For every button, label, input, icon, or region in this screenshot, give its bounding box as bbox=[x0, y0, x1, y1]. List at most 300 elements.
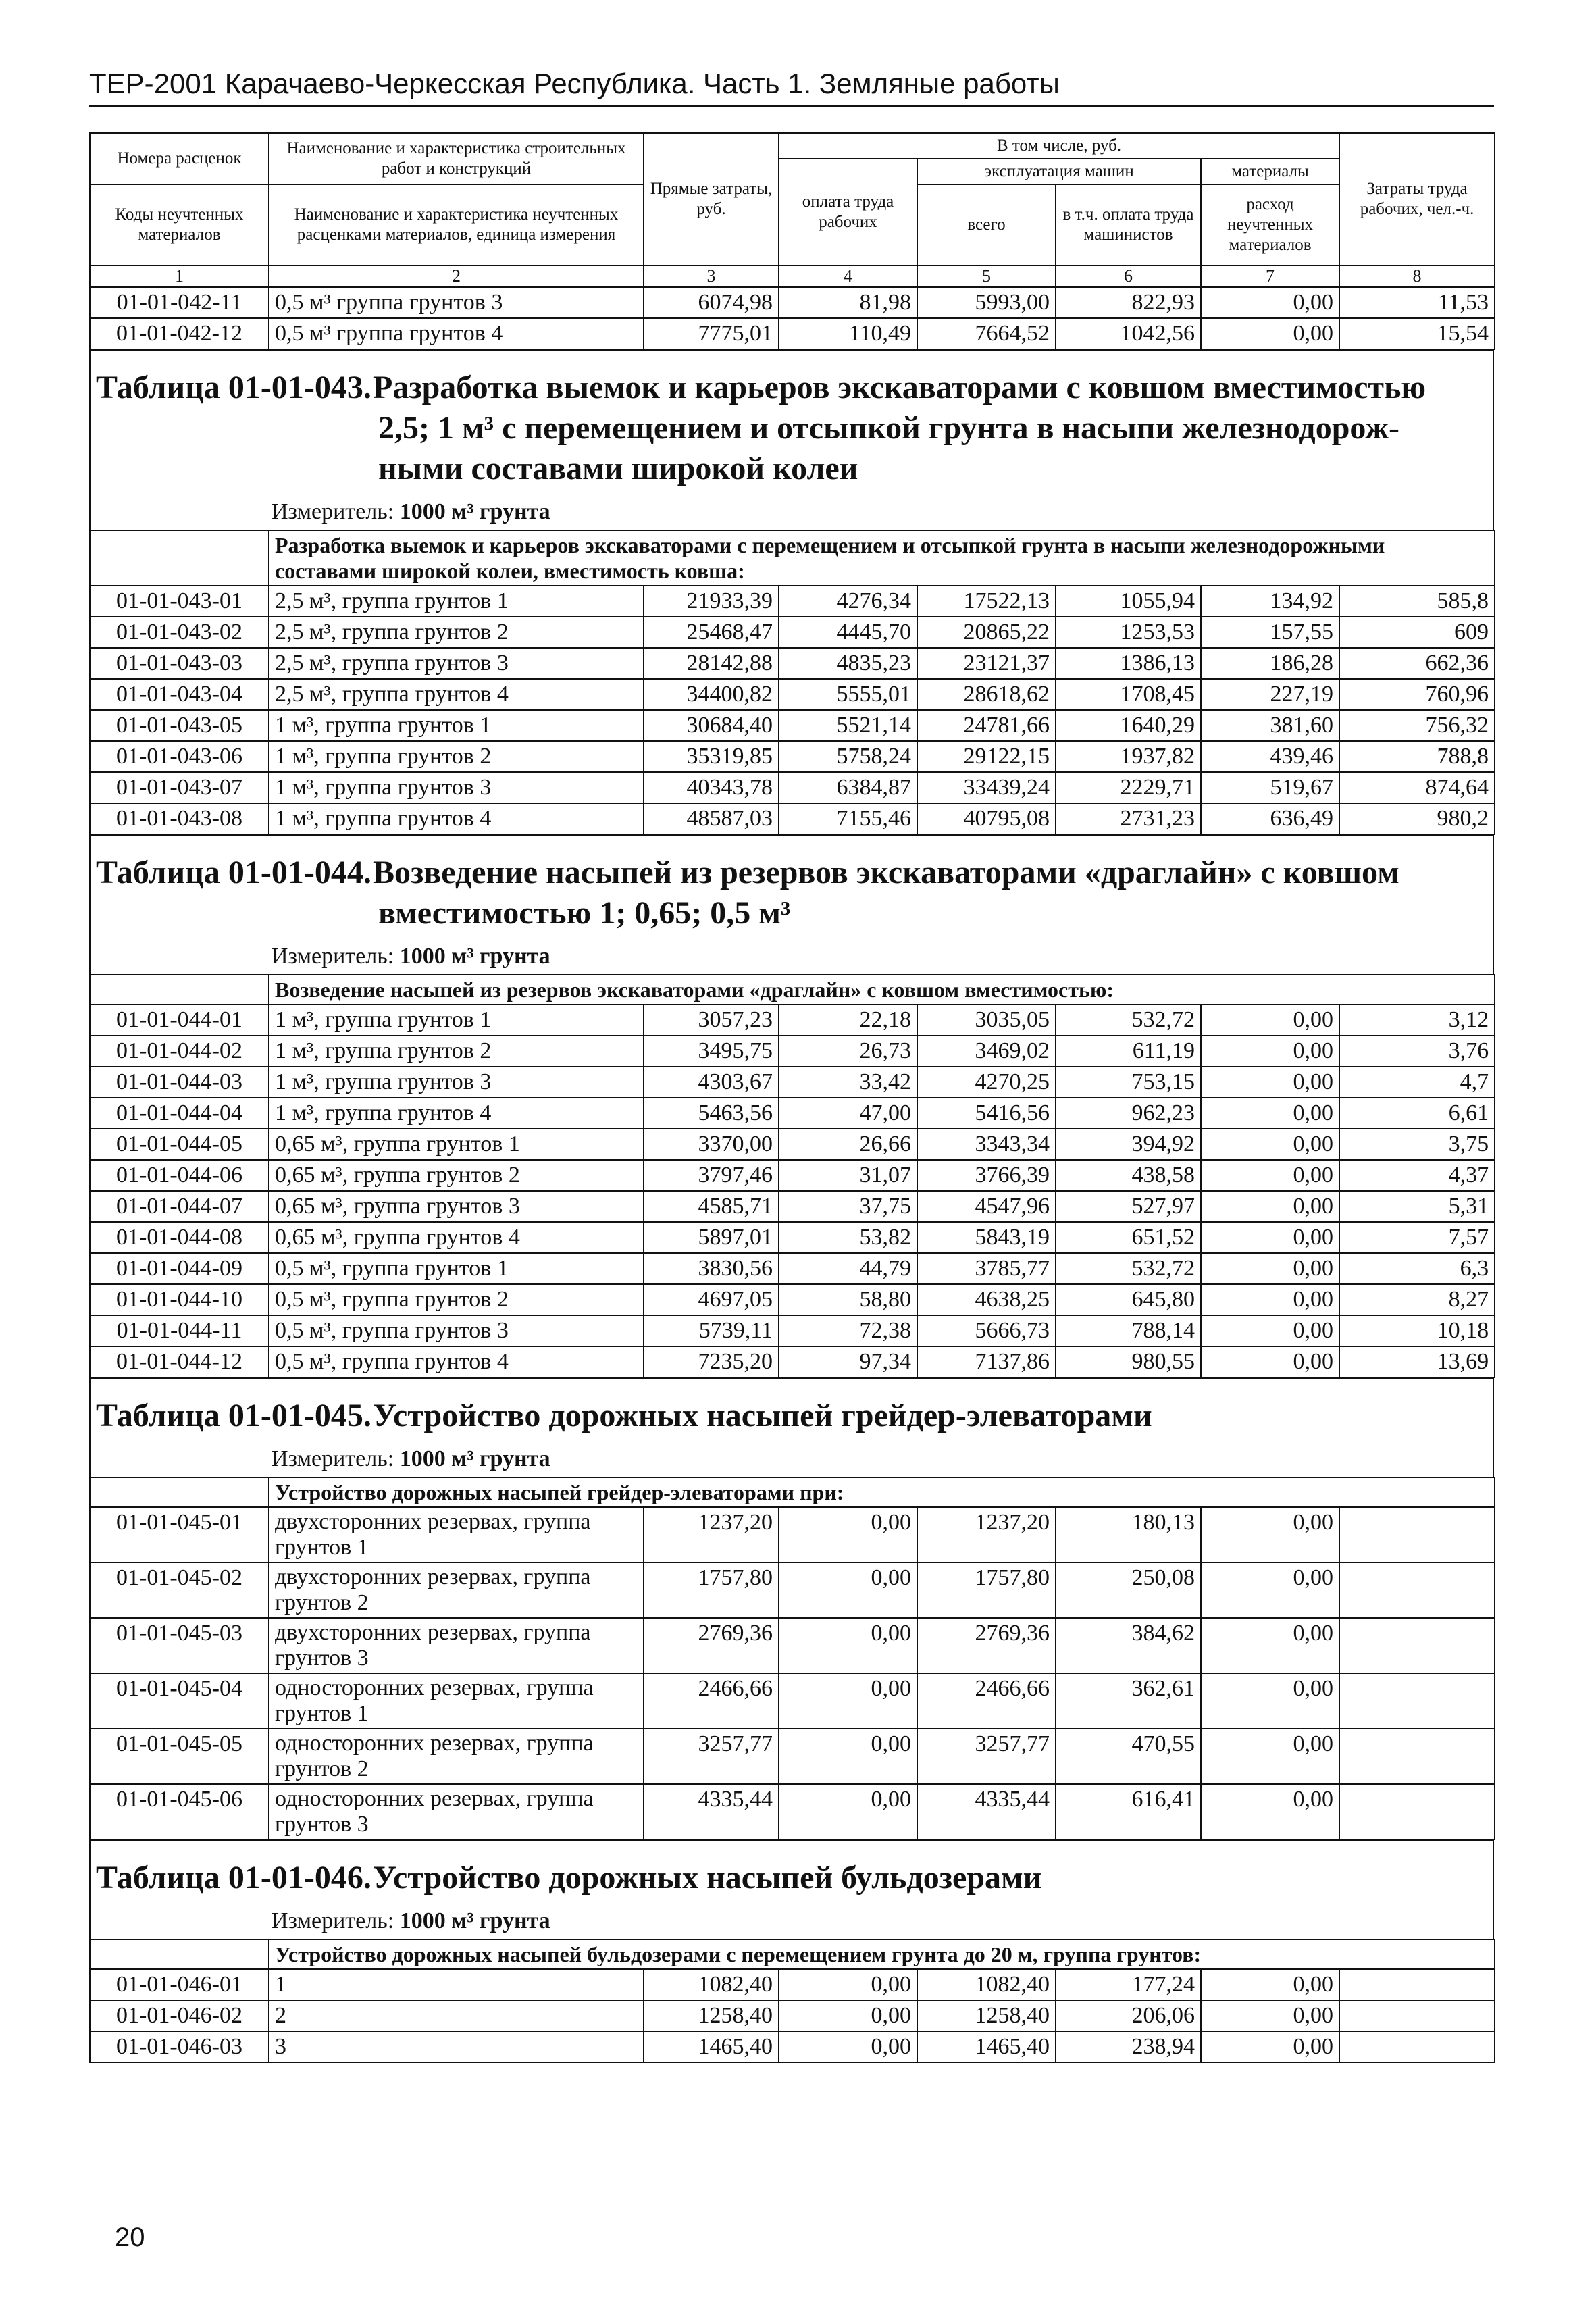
section-blank-cell bbox=[90, 530, 269, 586]
table-row bbox=[90, 772, 1495, 803]
work-name-cell: двухсторонних резервах, группа грунтов 3 bbox=[269, 1618, 644, 1673]
labor-hours-cell bbox=[1339, 2000, 1495, 2031]
operator-pay-cell: 394,92 bbox=[1056, 1129, 1201, 1160]
column-number: 1 bbox=[90, 265, 269, 287]
machines-total-cell: 2769,36 bbox=[917, 1618, 1056, 1673]
machines-total-cell: 3343,34 bbox=[917, 1129, 1056, 1160]
direct-costs-cell: 4697,05 bbox=[644, 1284, 779, 1315]
header-codes: Номера расценок bbox=[90, 133, 269, 184]
work-name-cell: 3 bbox=[269, 2031, 644, 2062]
materials-cell: 0,00 bbox=[1201, 1129, 1339, 1160]
worker-pay-cell: 22,18 bbox=[779, 1005, 917, 1036]
operator-pay-cell: 1386,13 bbox=[1056, 648, 1201, 679]
materials-cell: 0,00 bbox=[1201, 1562, 1339, 1618]
materials-cell: 0,00 bbox=[1201, 318, 1339, 349]
direct-costs-cell: 6074,98 bbox=[644, 287, 779, 318]
rate-code-cell: 01-01-042-11 bbox=[90, 287, 269, 318]
operator-pay-cell: 645,80 bbox=[1056, 1284, 1201, 1315]
header-operator-pay: в т.ч. оплата труда машинистов bbox=[1056, 184, 1201, 265]
materials-cell: 0,00 bbox=[1201, 1673, 1339, 1729]
machines-total-cell: 1465,40 bbox=[917, 2031, 1056, 2062]
direct-costs-cell: 5897,01 bbox=[644, 1222, 779, 1253]
table-row bbox=[90, 1618, 1495, 1673]
rate-code-cell: 01-01-045-03 bbox=[90, 1618, 269, 1673]
machines-total-cell: 33439,24 bbox=[917, 772, 1056, 803]
worker-pay-cell: 0,00 bbox=[779, 1969, 917, 2000]
direct-costs-cell: 4585,71 bbox=[644, 1191, 779, 1222]
rate-table-block bbox=[89, 350, 1494, 835]
page-number: 20 bbox=[115, 2222, 145, 2252]
work-name-cell: 0,5 м³, группа грунтов 3 bbox=[269, 1315, 644, 1346]
header-machines-total: всего bbox=[917, 184, 1056, 265]
rate-code-cell: 01-01-044-02 bbox=[90, 1036, 269, 1067]
worker-pay-cell: 4835,23 bbox=[779, 648, 917, 679]
section-heading: Возведение насыпей из резервов экскаваторами «драглайн» с ковшом вместимостью: bbox=[269, 975, 1495, 1005]
rate-code-cell: 01-01-043-07 bbox=[90, 772, 269, 803]
materials-cell: 0,00 bbox=[1201, 1253, 1339, 1284]
labor-hours-cell: 10,18 bbox=[1339, 1315, 1495, 1346]
meter-label: Измеритель: bbox=[272, 499, 400, 524]
work-name-cell: односторонних резервах, группа грунтов 3 bbox=[269, 1784, 644, 1839]
worker-pay-cell: 81,98 bbox=[779, 287, 917, 318]
header-names: Наименование и характеристика строительных работ и конструкций bbox=[269, 133, 644, 184]
column-number: 5 bbox=[917, 265, 1056, 287]
materials-cell: 0,00 bbox=[1201, 2000, 1339, 2031]
table-row bbox=[90, 2000, 1495, 2031]
worker-pay-cell: 0,00 bbox=[779, 2000, 917, 2031]
table-row bbox=[90, 1067, 1495, 1098]
work-name-cell: 1 м³, группа грунтов 1 bbox=[269, 1005, 644, 1036]
table-row bbox=[90, 1253, 1495, 1284]
worker-pay-cell: 37,75 bbox=[779, 1191, 917, 1222]
rate-code-cell: 01-01-044-06 bbox=[90, 1160, 269, 1191]
section-row bbox=[90, 530, 1495, 586]
direct-costs-cell: 28142,88 bbox=[644, 648, 779, 679]
rate-table-block bbox=[89, 1378, 1494, 1840]
materials-cell: 0,00 bbox=[1201, 1222, 1339, 1253]
table-title bbox=[89, 835, 1494, 939]
labor-hours-cell bbox=[1339, 1729, 1495, 1784]
machines-total-cell: 5666,73 bbox=[917, 1315, 1056, 1346]
table-row bbox=[90, 679, 1495, 710]
table-row bbox=[90, 1036, 1495, 1067]
machines-total-cell: 7137,86 bbox=[917, 1346, 1056, 1377]
rate-table-block bbox=[89, 835, 1494, 1378]
section-heading: Устройство дорожных насыпей грейдер-элеваторами при: bbox=[269, 1477, 1495, 1507]
worker-pay-cell: 5521,14 bbox=[779, 710, 917, 741]
operator-pay-cell: 611,19 bbox=[1056, 1036, 1201, 1067]
worker-pay-cell: 0,00 bbox=[779, 1729, 917, 1784]
column-number: 8 bbox=[1339, 265, 1495, 287]
operator-pay-cell: 177,24 bbox=[1056, 1969, 1201, 2000]
table-row bbox=[90, 1129, 1495, 1160]
table-title bbox=[89, 1840, 1494, 1904]
direct-costs-cell: 1237,20 bbox=[644, 1507, 779, 1562]
materials-cell: 0,00 bbox=[1201, 2031, 1339, 2062]
labor-hours-cell: 874,64 bbox=[1339, 772, 1495, 803]
table-title-continuation: 2,5; 1 м³ с перемещением и отсыпкой грунта в насыпи железнодорож- bbox=[378, 410, 1399, 446]
operator-pay-cell: 2229,71 bbox=[1056, 772, 1201, 803]
rate-code-cell: 01-01-043-08 bbox=[90, 803, 269, 834]
machines-total-cell: 17522,13 bbox=[917, 586, 1056, 617]
labor-hours-cell: 3,75 bbox=[1339, 1129, 1495, 1160]
labor-hours-cell: 3,12 bbox=[1339, 1005, 1495, 1036]
work-name-cell: 2,5 м³, группа грунтов 4 bbox=[269, 679, 644, 710]
rate-code-cell: 01-01-044-01 bbox=[90, 1005, 269, 1036]
labor-hours-cell: 760,96 bbox=[1339, 679, 1495, 710]
table-row bbox=[90, 1098, 1495, 1129]
worker-pay-cell: 97,34 bbox=[779, 1346, 917, 1377]
worker-pay-cell: 0,00 bbox=[779, 1673, 917, 1729]
machines-total-cell: 3766,39 bbox=[917, 1160, 1056, 1191]
materials-cell: 157,55 bbox=[1201, 617, 1339, 648]
worker-pay-cell: 53,82 bbox=[779, 1222, 917, 1253]
materials-cell: 0,00 bbox=[1201, 1784, 1339, 1839]
meter-value: 1000 м³ грунта bbox=[399, 1446, 550, 1471]
work-name-cell: 2,5 м³, группа грунтов 2 bbox=[269, 617, 644, 648]
operator-pay-cell: 616,41 bbox=[1056, 1784, 1201, 1839]
work-name-cell: 1 м³, группа грунтов 3 bbox=[269, 772, 644, 803]
work-name-cell: двухсторонних резервах, группа грунтов 1 bbox=[269, 1507, 644, 1562]
operator-pay-cell: 438,58 bbox=[1056, 1160, 1201, 1191]
worker-pay-cell: 47,00 bbox=[779, 1098, 917, 1129]
rate-code-cell: 01-01-046-02 bbox=[90, 2000, 269, 2031]
meter-label: Измеритель: bbox=[272, 944, 400, 969]
work-name-cell: 0,5 м³ группа грунтов 4 bbox=[269, 318, 644, 349]
table-row bbox=[90, 1562, 1495, 1618]
section-heading: Устройство дорожных насыпей бульдозерами с перемещением грунта до 20 м, группа грунтов: bbox=[269, 1939, 1495, 1969]
machines-total-cell: 28618,62 bbox=[917, 679, 1056, 710]
materials-cell: 186,28 bbox=[1201, 648, 1339, 679]
rate-table-block bbox=[89, 1840, 1494, 2063]
materials-cell: 0,00 bbox=[1201, 1284, 1339, 1315]
direct-costs-cell: 3057,23 bbox=[644, 1005, 779, 1036]
work-name-cell: односторонних резервах, группа грунтов 2 bbox=[269, 1729, 644, 1784]
operator-pay-cell: 1055,94 bbox=[1056, 586, 1201, 617]
table-row bbox=[90, 741, 1495, 772]
rate-code-cell: 01-01-044-12 bbox=[90, 1346, 269, 1377]
work-name-cell: 1 bbox=[269, 1969, 644, 2000]
labor-hours-cell: 6,3 bbox=[1339, 1253, 1495, 1284]
rate-code-cell: 01-01-044-11 bbox=[90, 1315, 269, 1346]
table-title-text: Устройство дорожных насыпей грейдер-элеваторами bbox=[373, 1398, 1152, 1433]
machines-total-cell: 5993,00 bbox=[917, 287, 1056, 318]
work-name-cell: двухсторонних резервах, группа грунтов 2 bbox=[269, 1562, 644, 1618]
rate-code-cell: 01-01-045-06 bbox=[90, 1784, 269, 1839]
table-row bbox=[90, 1507, 1495, 1562]
direct-costs-cell: 40343,78 bbox=[644, 772, 779, 803]
machines-total-cell: 5843,19 bbox=[917, 1222, 1056, 1253]
work-name-cell: 0,65 м³, группа грунтов 4 bbox=[269, 1222, 644, 1253]
work-name-cell: 1 м³, группа грунтов 2 bbox=[269, 1036, 644, 1067]
labor-hours-cell bbox=[1339, 1969, 1495, 2000]
table-row bbox=[90, 803, 1495, 834]
rate-code-cell: 01-01-043-03 bbox=[90, 648, 269, 679]
rate-table bbox=[89, 974, 1495, 1378]
labor-hours-cell: 4,7 bbox=[1339, 1067, 1495, 1098]
table-row bbox=[90, 1284, 1495, 1315]
operator-pay-cell: 980,55 bbox=[1056, 1346, 1201, 1377]
operator-pay-cell: 384,62 bbox=[1056, 1618, 1201, 1673]
worker-pay-cell: 33,42 bbox=[779, 1067, 917, 1098]
machines-total-cell: 4547,96 bbox=[917, 1191, 1056, 1222]
direct-costs-cell: 2466,66 bbox=[644, 1673, 779, 1729]
table-row bbox=[90, 1729, 1495, 1784]
materials-cell: 0,00 bbox=[1201, 1969, 1339, 2000]
direct-costs-cell: 3257,77 bbox=[644, 1729, 779, 1784]
direct-costs-cell: 3370,00 bbox=[644, 1129, 779, 1160]
table-row bbox=[90, 2031, 1495, 2062]
table-row bbox=[90, 318, 1495, 349]
work-name-cell: 0,5 м³ группа грунтов 3 bbox=[269, 287, 644, 318]
direct-costs-cell: 25468,47 bbox=[644, 617, 779, 648]
table-code: Таблица 01-01-044. bbox=[96, 855, 371, 890]
meter-value: 1000 м³ грунта bbox=[399, 944, 550, 969]
materials-cell: 0,00 bbox=[1201, 1005, 1339, 1036]
table-row bbox=[90, 1222, 1495, 1253]
table-row bbox=[90, 1346, 1495, 1377]
direct-costs-cell: 4303,67 bbox=[644, 1067, 779, 1098]
work-name-cell: 0,5 м³, группа грунтов 2 bbox=[269, 1284, 644, 1315]
section-heading: Разработка выемок и карьеров экскаваторами с перемещением и отсыпкой грунта в насыпи железнодорожными составами широкой колеи, вместимость ковша: bbox=[269, 530, 1495, 586]
worker-pay-cell: 4276,34 bbox=[779, 586, 917, 617]
direct-costs-cell: 1258,40 bbox=[644, 2000, 779, 2031]
operator-pay-cell: 2731,23 bbox=[1056, 803, 1201, 834]
materials-cell: 636,49 bbox=[1201, 803, 1339, 834]
direct-costs-cell: 3495,75 bbox=[644, 1036, 779, 1067]
machines-total-cell: 4638,25 bbox=[917, 1284, 1056, 1315]
work-name-cell: 2 bbox=[269, 2000, 644, 2031]
direct-costs-cell: 48587,03 bbox=[644, 803, 779, 834]
labor-hours-cell bbox=[1339, 1507, 1495, 1562]
column-header-table bbox=[89, 132, 1495, 350]
machines-total-cell: 40795,08 bbox=[917, 803, 1056, 834]
materials-cell: 0,00 bbox=[1201, 1729, 1339, 1784]
table-title-continuation: вместимостью 1; 0,65; 0,5 м³ bbox=[378, 895, 791, 931]
price-sheet bbox=[89, 132, 1494, 2063]
machines-total-cell: 7664,52 bbox=[917, 318, 1056, 349]
machines-total-cell: 1237,20 bbox=[917, 1507, 1056, 1562]
direct-costs-cell: 2769,36 bbox=[644, 1618, 779, 1673]
header-material-use: расход неучтенных материалов bbox=[1201, 184, 1339, 265]
operator-pay-cell: 206,06 bbox=[1056, 2000, 1201, 2031]
labor-hours-cell bbox=[1339, 1618, 1495, 1673]
table-row bbox=[90, 617, 1495, 648]
direct-costs-cell: 1757,80 bbox=[644, 1562, 779, 1618]
table-code: Таблица 01-01-046. bbox=[96, 1860, 371, 1896]
table-row bbox=[90, 1191, 1495, 1222]
operator-pay-cell: 822,93 bbox=[1056, 287, 1201, 318]
rate-code-cell: 01-01-044-10 bbox=[90, 1284, 269, 1315]
labor-hours-cell: 13,69 bbox=[1339, 1346, 1495, 1377]
header-unaccounted-names: Наименование и характеристика неучтенных расценками материалов, единица измерения bbox=[269, 184, 644, 265]
worker-pay-cell: 7155,46 bbox=[779, 803, 917, 834]
operator-pay-cell: 651,52 bbox=[1056, 1222, 1201, 1253]
table-meter bbox=[89, 1442, 1494, 1477]
operator-pay-cell: 788,14 bbox=[1056, 1315, 1201, 1346]
direct-costs-cell: 5463,56 bbox=[644, 1098, 779, 1129]
column-number: 2 bbox=[269, 265, 644, 287]
table-title bbox=[89, 350, 1494, 494]
rate-code-cell: 01-01-044-07 bbox=[90, 1191, 269, 1222]
meter-label: Измеритель: bbox=[272, 1446, 400, 1471]
operator-pay-cell: 753,15 bbox=[1056, 1067, 1201, 1098]
table-row bbox=[90, 1315, 1495, 1346]
rate-code-cell: 01-01-046-01 bbox=[90, 1969, 269, 2000]
labor-hours-cell: 4,37 bbox=[1339, 1160, 1495, 1191]
rate-code-cell: 01-01-043-06 bbox=[90, 741, 269, 772]
table-meter bbox=[89, 494, 1494, 530]
work-name-cell: 0,5 м³, группа грунтов 1 bbox=[269, 1253, 644, 1284]
labor-hours-cell: 8,27 bbox=[1339, 1284, 1495, 1315]
table-title-text: Устройство дорожных насыпей бульдозерами bbox=[373, 1860, 1042, 1896]
header-direct-costs: Прямые затраты, руб. bbox=[644, 133, 779, 265]
labor-hours-cell: 7,57 bbox=[1339, 1222, 1495, 1253]
rate-table bbox=[89, 1939, 1495, 2063]
direct-costs-cell: 4335,44 bbox=[644, 1784, 779, 1839]
operator-pay-cell: 1042,56 bbox=[1056, 318, 1201, 349]
labor-hours-cell: 6,61 bbox=[1339, 1098, 1495, 1129]
labor-hours-cell: 980,2 bbox=[1339, 803, 1495, 834]
column-number: 6 bbox=[1056, 265, 1201, 287]
header-group: В том числе, руб. bbox=[779, 133, 1339, 159]
machines-total-cell: 24781,66 bbox=[917, 710, 1056, 741]
rate-code-cell: 01-01-043-04 bbox=[90, 679, 269, 710]
operator-pay-cell: 1253,53 bbox=[1056, 617, 1201, 648]
rate-code-cell: 01-01-043-02 bbox=[90, 617, 269, 648]
direct-costs-cell: 3830,56 bbox=[644, 1253, 779, 1284]
operator-pay-cell: 1937,82 bbox=[1056, 741, 1201, 772]
materials-cell: 0,00 bbox=[1201, 287, 1339, 318]
machines-total-cell: 23121,37 bbox=[917, 648, 1056, 679]
labor-hours-cell bbox=[1339, 1673, 1495, 1729]
page-header: ТЕР-2001 Карачаево-Черкесская Республика. Часть 1. Земляные работы bbox=[89, 68, 1494, 107]
direct-costs-cell: 3797,46 bbox=[644, 1160, 779, 1191]
work-name-cell: 0,65 м³, группа грунтов 1 bbox=[269, 1129, 644, 1160]
materials-cell: 519,67 bbox=[1201, 772, 1339, 803]
rate-table bbox=[89, 530, 1495, 835]
operator-pay-cell: 532,72 bbox=[1056, 1253, 1201, 1284]
materials-cell: 134,92 bbox=[1201, 586, 1339, 617]
materials-cell: 0,00 bbox=[1201, 1098, 1339, 1129]
worker-pay-cell: 0,00 bbox=[779, 1507, 917, 1562]
worker-pay-cell: 26,73 bbox=[779, 1036, 917, 1067]
direct-costs-cell: 7775,01 bbox=[644, 318, 779, 349]
machines-total-cell: 3035,05 bbox=[917, 1005, 1056, 1036]
header-machines: эксплуатация машин bbox=[917, 159, 1201, 184]
operator-pay-cell: 470,55 bbox=[1056, 1729, 1201, 1784]
table-row bbox=[90, 287, 1495, 318]
header-labor: Затраты труда рабочих, чел.-ч. bbox=[1339, 133, 1495, 265]
worker-pay-cell: 31,07 bbox=[779, 1160, 917, 1191]
work-name-cell: 2,5 м³, группа грунтов 3 bbox=[269, 648, 644, 679]
work-name-cell: 0,5 м³, группа грунтов 4 bbox=[269, 1346, 644, 1377]
table-title bbox=[89, 1378, 1494, 1442]
machines-total-cell: 29122,15 bbox=[917, 741, 1056, 772]
rate-code-cell: 01-01-045-04 bbox=[90, 1673, 269, 1729]
machines-total-cell: 4270,25 bbox=[917, 1067, 1056, 1098]
table-code: Таблица 01-01-045. bbox=[96, 1398, 371, 1433]
work-name-cell: 0,65 м³, группа грунтов 2 bbox=[269, 1160, 644, 1191]
worker-pay-cell: 110,49 bbox=[779, 318, 917, 349]
machines-total-cell: 2466,66 bbox=[917, 1673, 1056, 1729]
rate-code-cell: 01-01-043-05 bbox=[90, 710, 269, 741]
rate-code-cell: 01-01-044-05 bbox=[90, 1129, 269, 1160]
operator-pay-cell: 362,61 bbox=[1056, 1673, 1201, 1729]
direct-costs-cell: 30684,40 bbox=[644, 710, 779, 741]
materials-cell: 0,00 bbox=[1201, 1160, 1339, 1191]
labor-hours-cell: 15,54 bbox=[1339, 318, 1495, 349]
work-name-cell: 2,5 м³, группа грунтов 1 bbox=[269, 586, 644, 617]
work-name-cell: односторонних резервах, группа грунтов 1 bbox=[269, 1673, 644, 1729]
labor-hours-cell: 585,8 bbox=[1339, 586, 1495, 617]
work-name-cell: 0,65 м³, группа грунтов 3 bbox=[269, 1191, 644, 1222]
machines-total-cell: 1258,40 bbox=[917, 2000, 1056, 2031]
table-title-text: Разработка выемок и карьеров экскаваторами с ковшом вместимостью bbox=[373, 370, 1426, 405]
direct-costs-cell: 34400,82 bbox=[644, 679, 779, 710]
labor-hours-cell: 11,53 bbox=[1339, 287, 1495, 318]
machines-total-cell: 5416,56 bbox=[917, 1098, 1056, 1129]
rate-code-cell: 01-01-044-04 bbox=[90, 1098, 269, 1129]
materials-cell: 0,00 bbox=[1201, 1507, 1339, 1562]
machines-total-cell: 3469,02 bbox=[917, 1036, 1056, 1067]
work-name-cell: 1 м³, группа грунтов 4 bbox=[269, 803, 644, 834]
worker-pay-cell: 0,00 bbox=[779, 1562, 917, 1618]
work-name-cell: 1 м³, группа грунтов 3 bbox=[269, 1067, 644, 1098]
rate-code-cell: 01-01-046-03 bbox=[90, 2031, 269, 2062]
rate-table bbox=[89, 1477, 1495, 1840]
rate-code-cell: 01-01-045-05 bbox=[90, 1729, 269, 1784]
table-title-continuation: ными составами широкой колеи bbox=[378, 451, 858, 486]
rate-code-cell: 01-01-044-09 bbox=[90, 1253, 269, 1284]
worker-pay-cell: 44,79 bbox=[779, 1253, 917, 1284]
table-042-rows bbox=[90, 287, 1495, 349]
labor-hours-cell: 788,8 bbox=[1339, 741, 1495, 772]
column-number: 7 bbox=[1201, 265, 1339, 287]
table-meter bbox=[89, 1904, 1494, 1939]
meter-value: 1000 м³ грунта bbox=[399, 499, 550, 524]
table-row bbox=[90, 586, 1495, 617]
worker-pay-cell: 0,00 bbox=[779, 1618, 917, 1673]
work-name-cell: 1 м³, группа грунтов 4 bbox=[269, 1098, 644, 1129]
operator-pay-cell: 180,13 bbox=[1056, 1507, 1201, 1562]
operator-pay-cell: 527,97 bbox=[1056, 1191, 1201, 1222]
operator-pay-cell: 1708,45 bbox=[1056, 679, 1201, 710]
header-worker-pay: оплата труда рабочих bbox=[779, 159, 917, 265]
direct-costs-cell: 5739,11 bbox=[644, 1315, 779, 1346]
labor-hours-cell: 609 bbox=[1339, 617, 1495, 648]
machines-total-cell: 3257,77 bbox=[917, 1729, 1056, 1784]
table-title-text: Возведение насыпей из резервов экскаваторами «драглайн» с ковшом bbox=[373, 855, 1399, 890]
worker-pay-cell: 5555,01 bbox=[779, 679, 917, 710]
rate-code-cell: 01-01-045-02 bbox=[90, 1562, 269, 1618]
work-name-cell: 1 м³, группа грунтов 1 bbox=[269, 710, 644, 741]
machines-total-cell: 3785,77 bbox=[917, 1253, 1056, 1284]
operator-pay-cell: 962,23 bbox=[1056, 1098, 1201, 1129]
labor-hours-cell: 5,31 bbox=[1339, 1191, 1495, 1222]
worker-pay-cell: 4445,70 bbox=[779, 617, 917, 648]
section-row bbox=[90, 1939, 1495, 1969]
header-materials: материалы bbox=[1201, 159, 1339, 184]
labor-hours-cell bbox=[1339, 2031, 1495, 2062]
materials-cell: 0,00 bbox=[1201, 1618, 1339, 1673]
section-blank-cell bbox=[90, 975, 269, 1005]
labor-hours-cell: 662,36 bbox=[1339, 648, 1495, 679]
direct-costs-cell: 21933,39 bbox=[644, 586, 779, 617]
worker-pay-cell: 0,00 bbox=[779, 2031, 917, 2062]
rate-code-cell: 01-01-044-08 bbox=[90, 1222, 269, 1253]
table-row bbox=[90, 1673, 1495, 1729]
